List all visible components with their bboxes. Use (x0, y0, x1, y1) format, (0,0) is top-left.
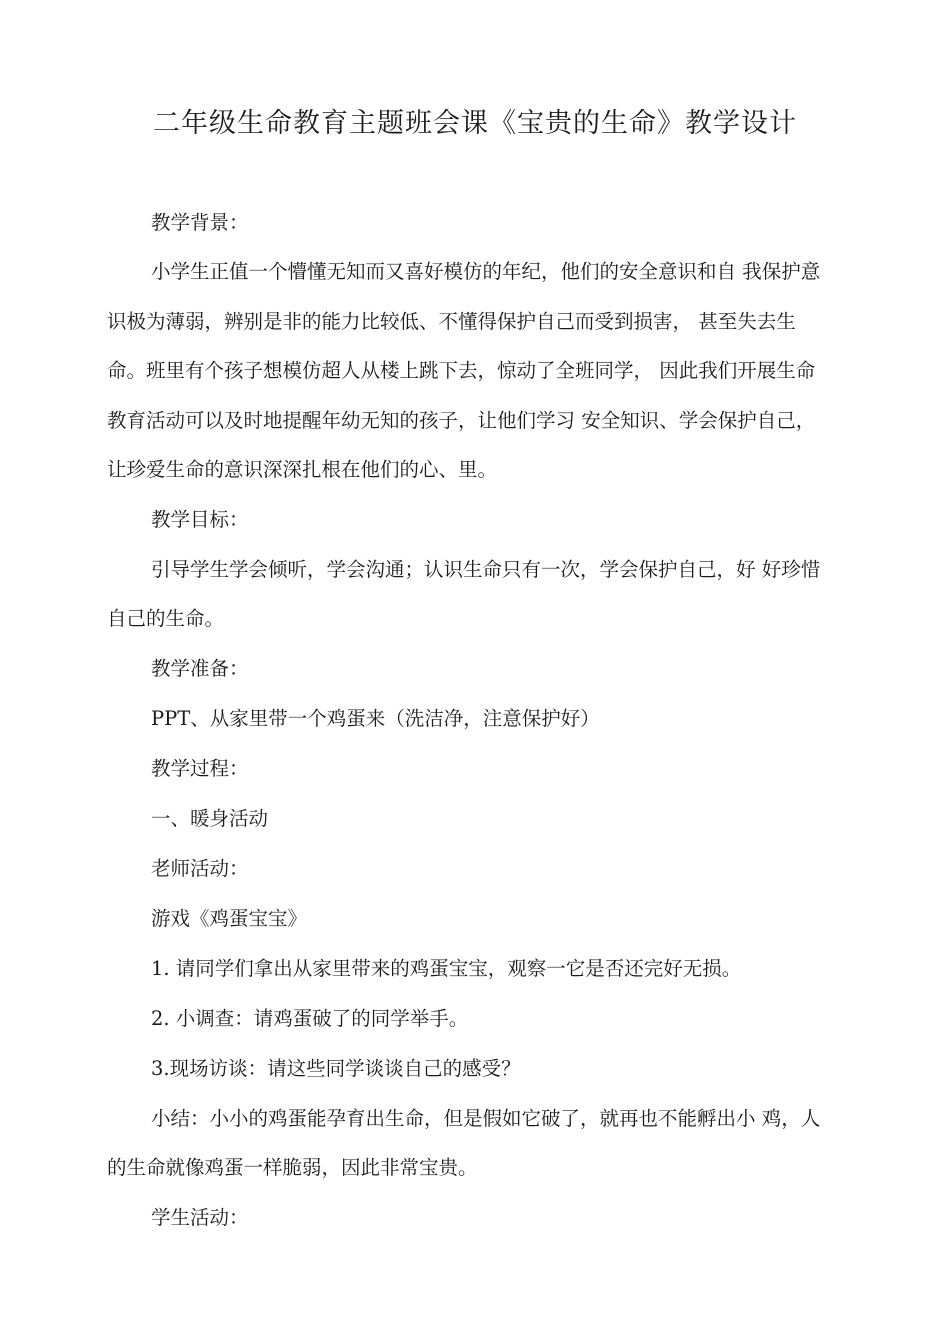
step-item: 1. 请同学们拿出从家里带来的鸡蛋宝宝，观察一它是否还完好无损。 (151, 957, 742, 980)
background-paragraph-line: 让珍爱生命的意识深深扎根在他们的心、里。 (107, 458, 498, 481)
goal-paragraph-line: 自己的生命。 (107, 607, 225, 630)
step-item: 3.现场访谈：请这些同学谈谈自己的感受？ (151, 1057, 521, 1080)
goal-heading: 教学目标： (151, 508, 249, 531)
background-paragraph-line: 小学生正值一个懵懂无知而又喜好模仿的年纪，他们的安全意识和自 我保护意 (151, 260, 821, 283)
document-title: 二年级生命教育主题班会课《宝贵的生命》教学设计 (153, 108, 797, 139)
prep-heading: 教学准备： (151, 657, 249, 680)
goal-paragraph-line: 引导学生学会倾听，学会沟通；认识生命只有一次，学会保护自己，好 好珍惜 (151, 558, 821, 581)
background-paragraph-line: 教育活动可以及时地提醒年幼无知的孩子，让他们学习 安全知识、学会保护自己， (107, 409, 816, 432)
summary-paragraph-line: 的生命就像鸡蛋一样脆弱，因此非常宝贵。 (107, 1156, 478, 1179)
warmup-heading: 一、暖身活动 (151, 807, 269, 830)
student-activity-label: 学生活动： (151, 1206, 249, 1229)
prep-text: PPT、从家里带一个鸡蛋来（洗洁净，注意保护好） (151, 707, 600, 730)
step-item: 2. 小调查：请鸡蛋破了的同学举手。 (151, 1007, 469, 1030)
background-paragraph-line: 命。班里有个孩子想模仿超人从楼上跳下去，惊动了全班同学， 因此我们开展生命 (107, 359, 816, 382)
background-heading: 教学背景： (151, 211, 249, 234)
process-heading: 教学过程： (151, 757, 249, 780)
summary-paragraph-line: 小结：小小的鸡蛋能孕育出生命，但是假如它破了，就再也不能孵出小 鸡，人 (151, 1107, 821, 1130)
teacher-activity-label: 老师活动： (151, 857, 249, 880)
background-paragraph-line: 识极为薄弱，辨别是非的能力比较低、不懂得保护自己而受到损害， 甚至失去生 (107, 310, 796, 333)
game-title: 游戏《鸡蛋宝宝》 (151, 907, 308, 930)
